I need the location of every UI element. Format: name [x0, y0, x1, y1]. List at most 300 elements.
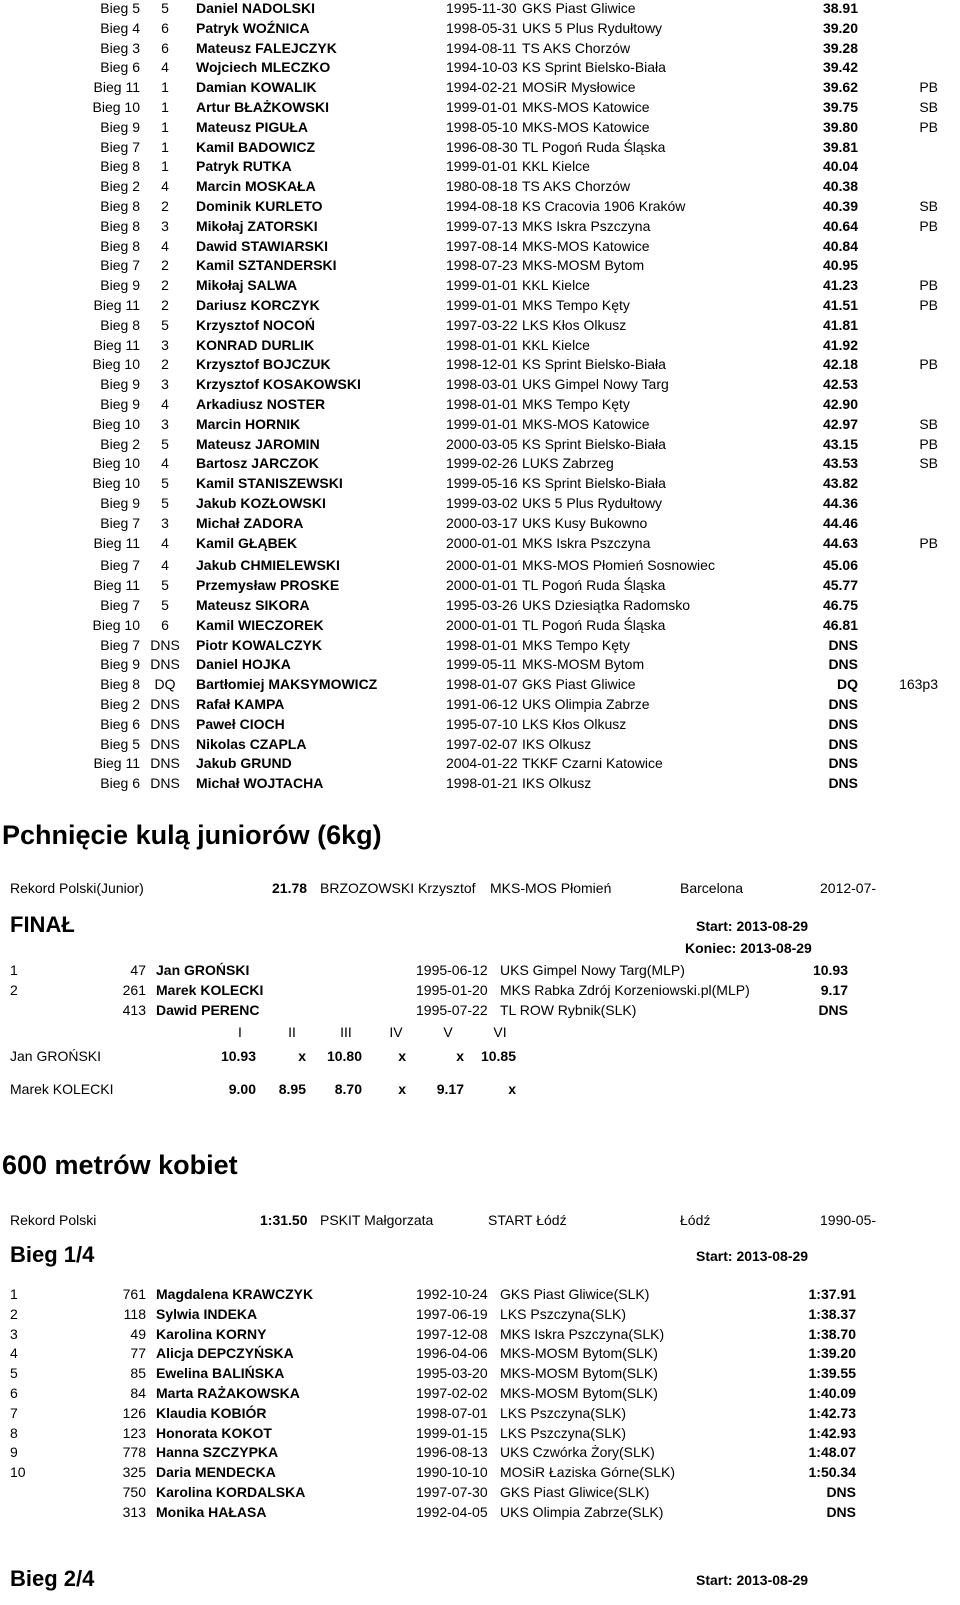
club-cell: KS Sprint Bielsko-Biała [522, 356, 666, 373]
place-cell: DQ [154, 676, 176, 693]
note-cell: PB [919, 118, 938, 135]
result-cell: 1:42.73 [808, 1404, 856, 1421]
record-date: 2012-07- [820, 880, 877, 896]
place-cell: 4 [161, 534, 169, 551]
club-cell: TKKF Czarni Katowice [522, 755, 663, 772]
athlete-cell: Piotr KOWALCZYK [196, 636, 322, 653]
heat-cell: Bieg 6 [100, 59, 140, 76]
bib-cell: 750 [122, 1484, 146, 1500]
attempt-header: I [238, 1024, 242, 1040]
result-cell: 42.97 [822, 415, 858, 432]
place-cell: 2 [161, 356, 169, 373]
athlete-cell: Honorata KOKOT [156, 1424, 272, 1441]
record-club-600m: START Łódź [488, 1212, 567, 1228]
place-cell: 3 [161, 415, 169, 432]
note-cell: SB [919, 415, 938, 432]
place-cell: 3 [161, 514, 169, 531]
heat-cell: Bieg 7 [100, 636, 140, 653]
club-cell: MKS Iskra Pszczyna [522, 217, 651, 234]
club-cell: IKS Olkusz [522, 775, 592, 792]
club-cell: LKS Pszczyna(SLK) [500, 1404, 627, 1421]
record-date-600m: 1990-05- [820, 1212, 877, 1228]
result-cell: 1:42.93 [808, 1424, 856, 1441]
place-cell: DNS [150, 735, 180, 752]
birthdate-cell: 1999-07-13 [446, 217, 518, 234]
athlete-cell: Artur BŁAŻKOWSKI [196, 99, 329, 115]
place-cell: 3 [161, 376, 169, 393]
club-cell: MKS-MOSM Bytom(SLK) [500, 1365, 658, 1382]
note-cell: PB [919, 79, 938, 96]
start-time: Start: 2013-08-29 [696, 918, 809, 934]
heat-cell: Bieg 11 [93, 336, 140, 353]
heat-cell: Bieg 2 [100, 178, 140, 195]
result-cell: 1:39.55 [808, 1365, 856, 1382]
result-cell: 1:40.09 [808, 1385, 856, 1401]
birthdate-cell: 1998-01-01 [446, 336, 518, 353]
heat-cell: Bieg 10 [92, 356, 140, 373]
birthdate-cell: 1980-08-18 [446, 178, 518, 195]
bib-cell: 84 [130, 1385, 146, 1401]
birthdate-cell: 1999-01-01 [446, 297, 518, 313]
athlete-cell: Daria MENDECKA [156, 1464, 276, 1481]
final-label: FINAŁ [10, 912, 75, 937]
heat-cell: Bieg 9 [100, 118, 140, 135]
result-cell: DNS [826, 1503, 856, 1520]
place-cell: 1 [161, 118, 169, 135]
record-value: 21.78 [272, 880, 308, 896]
birthdate-cell: 1998-07-23 [446, 257, 518, 274]
athlete-cell: Wojciech MLECZKO [196, 59, 331, 76]
attempt-header: III [340, 1024, 352, 1040]
athlete-cell: Dominik KURLETO [196, 198, 323, 214]
place-cell: 6 [161, 19, 169, 36]
athlete-cell: Mikołaj SALWA [196, 277, 298, 294]
heat-cell: Bieg 5 [100, 0, 140, 16]
place-cell: DNS [150, 775, 180, 792]
club-cell: MKS-MOSM Bytom [522, 656, 645, 673]
record-place: Barcelona [680, 880, 744, 896]
record-place-600m: Łódź [680, 1212, 711, 1228]
birthdate-cell: 1995-03-26 [446, 597, 518, 613]
club-cell: IKS Olkusz [522, 735, 592, 752]
result-cell: 45.06 [822, 557, 858, 574]
place-cell: 4 [161, 396, 169, 412]
birthdate-cell: 1992-10-24 [416, 1286, 488, 1302]
athlete-cell: Paweł CIOCH [196, 715, 285, 732]
club-cell: KS Sprint Bielsko-Biała [522, 435, 666, 452]
birthdate-cell: 1998-01-21 [446, 775, 518, 792]
bib-cell: 413 [122, 1002, 146, 1018]
athlete-cell: Kamil STANISZEWSKI [196, 475, 343, 492]
athlete-cell: Michał ZADORA [196, 514, 304, 531]
heat-cell: Bieg 3 [100, 39, 140, 56]
athlete-cell: Jan GROŃSKI [10, 1048, 102, 1064]
place-cell: DNS [150, 755, 180, 772]
athlete-cell: Jakub GRUND [196, 755, 292, 772]
attempt-header: IV [389, 1024, 403, 1040]
club-cell: UKS Gimpel Nowy Targ(MLP) [500, 962, 685, 978]
heat-cell: Bieg 8 [100, 676, 140, 693]
club-cell: MKS Tempo Kęty [522, 396, 630, 412]
athlete-cell: Karolina KORNY [156, 1325, 267, 1342]
result-cell: 39.42 [822, 59, 858, 76]
rank-cell: 1 [10, 1286, 18, 1302]
place-cell: 4 [161, 557, 169, 574]
rank-cell: 5 [10, 1365, 18, 1382]
heat-cell: Bieg 9 [100, 495, 140, 511]
rank-cell: 4 [10, 1345, 18, 1362]
bib-cell: 118 [123, 1305, 146, 1322]
place-cell: 5 [161, 435, 169, 452]
club-cell: LKS Pszczyna(SLK) [500, 1424, 627, 1441]
club-cell: MKS-MOSM Bytom [522, 257, 645, 274]
heat-cell: Bieg 11 [93, 577, 140, 594]
result-cell: DNS [826, 1484, 856, 1500]
result-cell: 1:38.37 [808, 1305, 856, 1322]
birthdate-cell: 1991-06-12 [446, 696, 518, 712]
birthdate-cell: 2000-01-01 [446, 534, 518, 551]
club-cell: MOSiR Mysłowice [522, 79, 636, 96]
result-cell: 43.53 [822, 455, 858, 472]
birthdate-cell: 1997-07-30 [416, 1484, 488, 1500]
result-cell: 1:48.07 [808, 1444, 856, 1461]
athlete-cell: Kamil GŁĄBEK [196, 534, 298, 551]
result-cell: 1:37.91 [808, 1286, 856, 1302]
athlete-cell: Jakub CHMIELEWSKI [196, 557, 340, 574]
athlete-cell: Krzysztof BOJCZUK [196, 356, 331, 373]
heat-cell: Bieg 10 [92, 616, 140, 633]
club-cell: KS Sprint Bielsko-Biała [522, 59, 666, 76]
athlete-cell: Bartosz JARCZOK [196, 455, 319, 472]
place-cell: 2 [161, 198, 169, 214]
birthdate-cell: 1999-01-01 [446, 277, 518, 294]
heat-cell: Bieg 4 [100, 19, 140, 36]
club-cell: UKS Olimpia Zabrze(SLK) [500, 1503, 664, 1520]
place-cell: 6 [161, 616, 169, 633]
result-cell: 1:50.34 [808, 1464, 856, 1481]
club-cell: UKS Czwórka Żory(SLK) [500, 1444, 655, 1461]
result-cell: 39.80 [822, 118, 858, 135]
heat-cell: Bieg 2 [100, 435, 140, 452]
athlete-cell: Dawid STAWIARSKI [196, 237, 328, 254]
club-cell: LUKS Zabrzeg [522, 455, 614, 472]
note-cell: PB [919, 277, 938, 294]
birthdate-cell: 1997-02-02 [416, 1385, 488, 1401]
bib-cell: 761 [122, 1286, 146, 1302]
place-cell: 5 [161, 475, 169, 492]
rank-cell: 9 [10, 1444, 18, 1461]
rank-cell: 3 [10, 1325, 18, 1342]
attempt-cell: 9.17 [436, 1081, 464, 1097]
place-cell: 1 [161, 79, 169, 96]
heat-1-start: Start: 2013-08-29 [696, 1248, 809, 1264]
birthdate-cell: 1995-11-30 [446, 0, 517, 16]
heat-cell: Bieg 11 [93, 297, 140, 313]
athlete-cell: Magdalena KRAWCZYK [156, 1286, 314, 1302]
birthdate-cell: 2000-03-05 [446, 435, 518, 452]
result-cell: DNS [828, 755, 858, 772]
place-cell: 5 [161, 597, 169, 613]
heat-cell: Bieg 11 [93, 79, 140, 96]
heat-cell: Bieg 10 [92, 455, 140, 472]
attempt-cell: x [298, 1048, 306, 1064]
result-cell: 1:38.70 [808, 1325, 856, 1342]
athlete-cell: Patryk RUTKA [196, 158, 292, 175]
club-cell: LKS Kłos Olkusz [522, 715, 627, 732]
note-cell: SB [919, 455, 938, 472]
birthdate-cell: 1994-10-03 [446, 59, 518, 76]
athlete-cell: Damian KOWALIK [196, 79, 317, 96]
heat-cell: Bieg 9 [100, 656, 140, 673]
rank-cell: 2 [10, 982, 18, 998]
place-cell: 4 [161, 237, 169, 254]
birthdate-cell: 1997-03-22 [446, 316, 518, 333]
club-cell: TL ROW Rybnik(SLK) [500, 1002, 637, 1018]
heat-cell: Bieg 7 [100, 557, 140, 574]
result-cell: DQ [837, 676, 858, 693]
birthdate-cell: 1998-01-01 [446, 636, 518, 653]
result-cell: 40.95 [822, 257, 858, 274]
result-cell: 10.93 [812, 962, 848, 978]
athlete-cell: Mateusz PIGUŁA [196, 118, 309, 135]
place-cell: 5 [161, 0, 169, 16]
place-cell: 3 [161, 336, 169, 353]
place-cell: 2 [161, 277, 169, 294]
result-cell: 39.81 [822, 138, 858, 155]
club-cell: KKL Kielce [522, 277, 590, 294]
heat-cell: Bieg 7 [100, 257, 140, 274]
athlete-cell: Kamil SZTANDERSKI [196, 257, 337, 274]
place-cell: DNS [150, 656, 180, 673]
club-cell: TS AKS Chorzów [522, 178, 631, 195]
result-cell: 40.39 [822, 198, 858, 214]
club-cell: GKS Piast Gliwice [522, 0, 636, 16]
place-cell: 5 [161, 577, 169, 594]
athlete-cell: Mikołaj ZATORSKI [196, 217, 318, 234]
bib-cell: 123 [122, 1424, 146, 1441]
birthdate-cell: 1996-08-30 [446, 138, 518, 155]
athlete-cell: Monika HAŁASA [156, 1503, 267, 1520]
heat-cell: Bieg 9 [100, 396, 140, 412]
record-holder-600m: PSKIT Małgorzata [320, 1212, 434, 1228]
heat-cell: Bieg 5 [100, 735, 140, 752]
place-cell: 1 [161, 138, 169, 155]
attempt-cell: x [398, 1048, 406, 1064]
athlete-cell: Marcin HORNIK [196, 415, 301, 432]
heat-cell: Bieg 7 [100, 597, 140, 613]
result-cell: 9.17 [820, 982, 848, 998]
birthdate-cell: 1998-01-01 [446, 396, 518, 412]
result-cell: 46.81 [822, 616, 858, 633]
athlete-cell: Mateusz FALEJCZYK [196, 39, 337, 56]
club-cell: UKS Dziesiątka Radomsko [522, 597, 691, 613]
athlete-cell: Marcin MOSKAŁA [196, 178, 316, 195]
place-cell: 4 [161, 59, 169, 76]
heat-cell: Bieg 9 [100, 376, 140, 393]
athlete-cell: Kamil BADOWICZ [196, 138, 315, 155]
attempt-cell: 10.85 [480, 1048, 516, 1064]
club-cell: KS Cracovia 1906 Kraków [522, 198, 686, 214]
rank-cell: 1 [10, 962, 18, 978]
athlete-cell: Mateusz SIKORA [196, 597, 310, 613]
club-cell: TS AKS Chorzów [522, 39, 631, 56]
place-cell: 5 [161, 495, 169, 511]
heat-cell: Bieg 7 [100, 514, 140, 531]
club-cell: TL Pogoń Ruda Śląska [522, 616, 666, 633]
club-cell: MOSiR Łaziska Górne(SLK) [500, 1464, 676, 1481]
place-cell: 2 [161, 257, 169, 274]
birthdate-cell: 1995-03-20 [416, 1365, 488, 1382]
record-holder: BRZOZOWSKI Krzysztof [320, 880, 476, 896]
birthdate-cell: 1999-01-01 [446, 415, 518, 432]
athlete-cell: Hanna SZCZYPKA [156, 1444, 279, 1461]
heat-cell: Bieg 8 [100, 158, 140, 175]
note-cell: SB [919, 198, 938, 214]
heat-cell: Bieg 10 [92, 475, 140, 492]
club-cell: MKS-MOS Katowice [522, 99, 650, 115]
record-club: MKS-MOS Płomień [490, 880, 612, 896]
place-cell: 3 [161, 217, 169, 234]
result-cell: DNS [828, 636, 858, 653]
record-label-600m: Rekord Polski [10, 1212, 97, 1228]
club-cell: UKS 5 Plus Rydułtowy [522, 495, 663, 511]
place-cell: DNS [150, 696, 180, 712]
birthdate-cell: 1998-05-10 [446, 118, 518, 135]
club-cell: KKL Kielce [522, 336, 590, 353]
result-cell: 40.38 [822, 178, 858, 195]
club-cell: KKL Kielce [522, 158, 590, 175]
club-cell: MKS Rabka Zdrój Korzeniowski.pl(MLP) [500, 982, 750, 998]
athlete-cell: Michał WOJTACHA [196, 775, 324, 792]
bib-cell: 47 [130, 962, 146, 978]
heat-1-label: Bieg 1/4 [10, 1242, 95, 1267]
result-cell: 40.64 [822, 217, 858, 234]
result-cell: 44.46 [822, 514, 858, 531]
birthdate-cell: 1999-05-11 [446, 656, 517, 673]
club-cell: LKS Kłos Olkusz [522, 316, 627, 333]
attempt-cell: 8.70 [334, 1081, 362, 1097]
club-cell: MKS-MOSM Bytom(SLK) [500, 1385, 658, 1401]
athlete-cell: Nikolas CZAPLA [196, 735, 307, 752]
heat-cell: Bieg 8 [100, 217, 140, 234]
place-cell: 6 [161, 39, 169, 56]
heat-cell: Bieg 8 [100, 198, 140, 214]
athlete-cell: Mateusz JAROMIN [196, 435, 320, 452]
heat-cell: Bieg 8 [100, 316, 140, 333]
club-cell: MKS-MOS Katowice [522, 118, 650, 135]
bib-cell: 313 [122, 1503, 146, 1520]
birthdate-cell: 2000-01-01 [446, 616, 518, 633]
result-cell: 41.51 [822, 297, 858, 313]
birthdate-cell: 1999-01-01 [446, 99, 518, 115]
birthdate-cell: 1990-10-10 [416, 1464, 488, 1481]
birthdate-cell: 1997-08-14 [446, 237, 518, 254]
birthdate-cell: 2000-01-01 [446, 577, 518, 594]
place-cell: 1 [161, 99, 169, 115]
heat-cell: Bieg 10 [92, 99, 140, 115]
attempt-cell: 10.80 [326, 1048, 362, 1064]
club-cell: MKS-MOS Katowice [522, 415, 650, 432]
birthdate-cell: 1996-04-06 [416, 1345, 488, 1362]
athlete-cell: KONRAD DURLIK [196, 336, 315, 353]
heat-cell: Bieg 6 [100, 715, 140, 732]
bib-cell: 85 [130, 1365, 146, 1382]
club-cell: MKS-MOS Płomień Sosnowiec [522, 557, 715, 574]
birthdate-cell: 1994-08-18 [446, 198, 518, 214]
place-cell: DNS [150, 636, 180, 653]
result-cell: DNS [828, 696, 858, 712]
club-cell: MKS Tempo Kęty [522, 297, 630, 313]
athlete-cell: Patryk WOŹNICA [196, 19, 310, 36]
result-cell: 39.28 [822, 39, 858, 56]
athlete-cell: Marek KOLECKI [10, 1081, 114, 1097]
result-cell: 40.04 [822, 158, 858, 175]
result-cell: 39.20 [822, 19, 858, 36]
club-cell: UKS 5 Plus Rydułtowy [522, 19, 663, 36]
birthdate-cell: 1999-05-16 [446, 475, 518, 492]
bib-cell: 261 [122, 982, 146, 998]
club-cell: MKS-MOS Katowice [522, 237, 650, 254]
birthdate-cell: 1997-12-08 [416, 1325, 488, 1342]
club-cell: MKS Iskra Pszczyna [522, 534, 651, 551]
end-time: Koniec: 2013-08-29 [685, 940, 812, 956]
athlete-cell: Klaudia KOBIÓR [156, 1404, 267, 1421]
club-cell: UKS Gimpel Nowy Targ [522, 376, 669, 393]
athlete-cell: Jakub KOZŁOWSKI [196, 495, 326, 511]
note-cell: 163p3 [899, 676, 938, 693]
bib-cell: 325 [122, 1464, 146, 1481]
record-label: Rekord Polski(Junior) [10, 880, 144, 896]
heat-2-label: Bieg 2/4 [10, 1566, 95, 1591]
result-cell: DNS [818, 1002, 848, 1018]
attempt-cell: x [456, 1048, 464, 1064]
rank-cell: 10 [10, 1464, 26, 1481]
rank-cell: 7 [10, 1404, 18, 1421]
result-cell: 43.82 [822, 475, 858, 492]
result-cell: DNS [828, 715, 858, 732]
result-cell: 41.23 [822, 277, 858, 294]
bib-cell: 77 [130, 1345, 146, 1362]
bib-cell: 778 [122, 1444, 146, 1461]
note-cell: SB [919, 99, 938, 115]
note-cell: PB [919, 356, 938, 373]
birthdate-cell: 1995-06-12 [416, 962, 488, 978]
birthdate-cell: 2000-03-17 [446, 514, 518, 531]
attempt-header: VI [493, 1024, 507, 1040]
athlete-cell: Dariusz KORCZYK [196, 297, 320, 313]
club-cell: GKS Piast Gliwice [522, 676, 636, 693]
bib-cell: 49 [130, 1325, 146, 1342]
note-cell: PB [919, 435, 938, 452]
birthdate-cell: 1995-01-20 [416, 982, 488, 998]
result-cell: 45.77 [822, 577, 858, 594]
athlete-cell: Daniel NADOLSKI [196, 0, 316, 16]
athlete-cell: Ewelina BALIŃSKA [156, 1365, 285, 1382]
birthdate-cell: 1998-12-01 [446, 356, 518, 373]
result-cell: 43.15 [822, 435, 858, 452]
birthdate-cell: 1997-02-07 [446, 735, 518, 752]
birthdate-cell: 1995-07-10 [446, 715, 518, 732]
birthdate-cell: 1995-07-22 [416, 1002, 488, 1018]
birthdate-cell: 1992-04-05 [416, 1503, 488, 1520]
heat-cell: Bieg 9 [100, 277, 140, 294]
result-cell: 42.18 [822, 356, 858, 373]
result-cell: 40.84 [822, 237, 858, 254]
note-cell: PB [919, 534, 938, 551]
place-cell: 4 [161, 455, 169, 472]
club-cell: GKS Piast Gliwice(SLK) [500, 1286, 650, 1302]
heat-cell: Bieg 11 [93, 534, 140, 551]
